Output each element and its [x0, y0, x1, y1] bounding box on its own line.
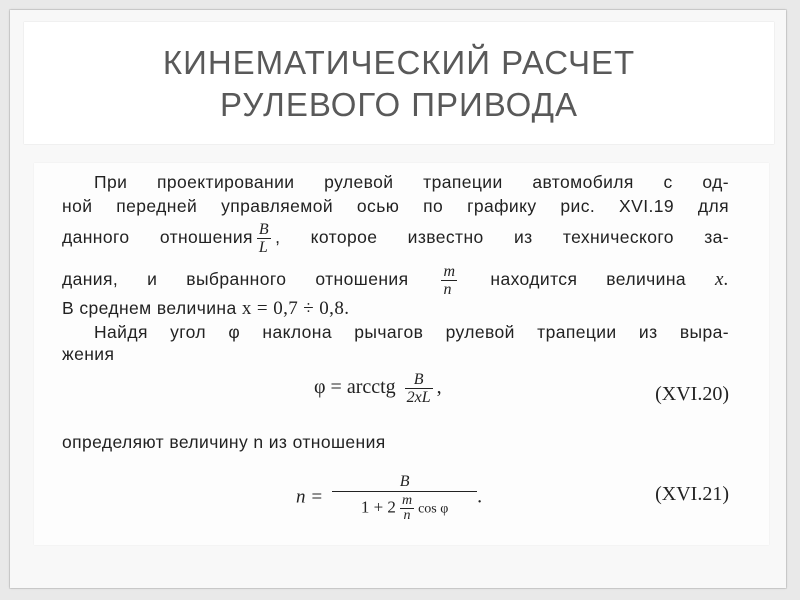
fraction-b-over-l	[257, 221, 271, 256]
fraction-numerator: B	[405, 371, 433, 389]
equation-lhs: n =	[296, 486, 324, 508]
slide-title	[24, 42, 774, 126]
slide-title-line2: РУЛЕВОГО ПРИВОДА	[220, 86, 578, 123]
fraction-denominator: 2xL	[406, 389, 431, 406]
fraction-numerator: m	[401, 493, 413, 508]
equation-tail: .	[477, 485, 483, 508]
text-line-4-post: находится величина	[490, 269, 687, 290]
fraction-denominator	[332, 492, 477, 523]
fraction-denominator: n	[443, 281, 452, 298]
text-line-3-pre: данного отношения	[62, 227, 253, 248]
scanned-page	[34, 163, 769, 545]
fraction-m-over-n	[441, 263, 457, 298]
equation-number-xvi-21: (XVI.21)	[655, 483, 729, 505]
text-line-1: При проектировании рулевой трапеции автомобиля с од-	[94, 172, 729, 192]
fraction-denominator: n	[403, 508, 411, 523]
equation-xvi-20	[314, 371, 442, 406]
equation-fraction	[332, 473, 477, 523]
variable-x: x.	[715, 269, 729, 291]
denominator-prefix: 1 + 2	[360, 497, 396, 517]
equation-xvi-21	[296, 473, 482, 523]
equation-lhs: φ = arcctg	[314, 376, 396, 399]
fraction-numerator: B	[332, 473, 477, 492]
text-line-2: ной передней управляемой осью по графику рис. XVI.19 для	[62, 196, 729, 216]
equation-fraction	[405, 371, 433, 406]
text-line-4-pre: дания, и выбранного отношения	[62, 269, 409, 290]
text-line-3	[62, 221, 729, 256]
text-line-5-pre: В среднем величина	[62, 298, 237, 318]
formula-x-range: x = 0,7 ÷ 0,8.	[241, 298, 350, 319]
slide-title-line1: КИНЕМАТИЧЕСКИЙ РАСЧЕТ	[162, 44, 636, 81]
text-line-5	[62, 297, 729, 320]
text-line-8: определяют величину n из отношения	[62, 432, 386, 452]
text-line-7: жения	[62, 344, 115, 364]
inner-fraction-m-over-n	[400, 494, 414, 523]
fraction-numerator: B	[258, 221, 270, 238]
fraction-numerator: m	[443, 263, 456, 280]
equation-tail: ,	[436, 376, 442, 399]
text-line-4	[62, 263, 729, 298]
text-line-3-post: , которое известно из технического за-	[275, 227, 729, 248]
equation-number-xvi-20: (XVI.20)	[655, 383, 729, 405]
denominator-cos: cos φ	[418, 501, 449, 517]
fraction-denominator: L	[258, 239, 269, 256]
text-line-6: Найдя угол φ наклона рычагов рулевой трапеции из выра-	[94, 322, 729, 342]
